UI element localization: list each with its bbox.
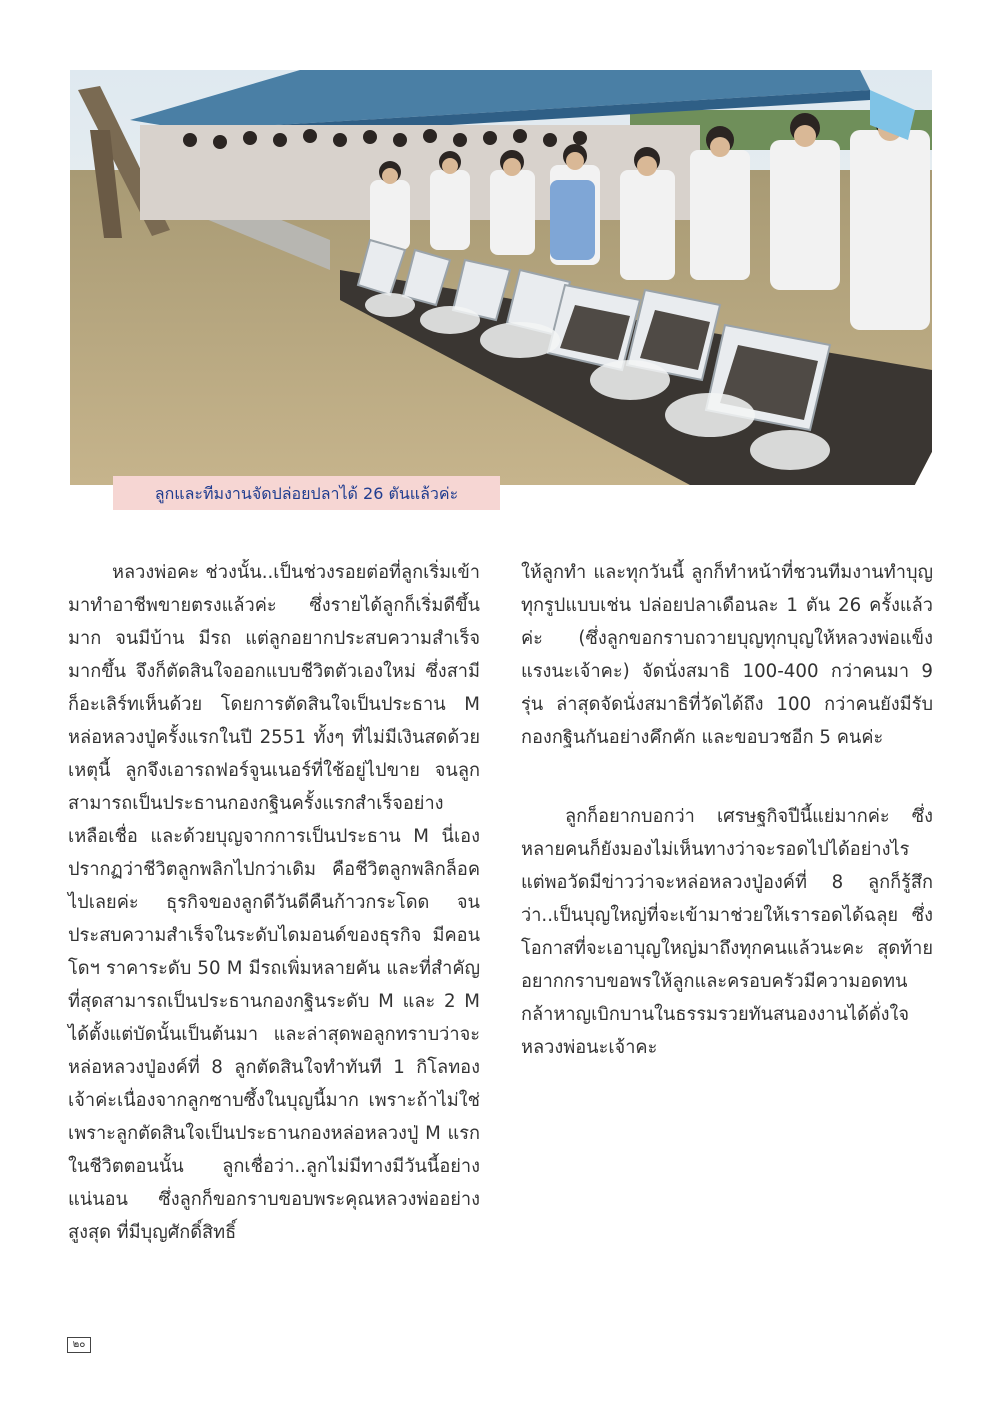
fish-release-photo-illustration — [70, 70, 932, 485]
page-number: ๒๐ — [67, 1337, 91, 1353]
photo-caption-box — [113, 476, 500, 510]
event-photo — [70, 70, 932, 485]
paragraph-spacer — [521, 754, 933, 800]
right-paragraph-1: ให้ลูกทำ และทุกวันนี้ ลูกก็ทำหน้าที่ชวนทีมงานทำบุญทุกรูปแบบเช่น ปล่อยปลาเดือนละ 1 ตัน 26 ครั้งแล้วค่ะ (ซึ่งลูกขอกราบถวายบุญทุกบุญให้หลวงพ่อแข็งแรงนะเจ้าคะ) จัดนั่งสมาธิ 100-400 กว่าคนมา 9 รุ่น ล่าสุดจัดนั่งสมาธิที่วัดได้ถึง 100 กว่าคนยังมีรับกองกฐินกันอย่างคึกคัก และขอบวชอีก 5 คนค่ะ — [521, 562, 933, 748]
photo-caption: ลูกและทีมงานจัดปล่อยปลาได้ 26 ตันแล้วค่ะ — [154, 484, 459, 503]
left-text-column — [68, 556, 480, 1249]
left-paragraph-1: หลวงพ่อคะ ช่วงนั้น..เป็นช่วงรอยต่อที่ลูกเริ่มเข้ามาทำอาชีพขายตรงแล้วค่ะ ซึ่งรายได้ลูกก็เริ่มดีขึ้นมาก จนมีบ้าน มีรถ แต่ลูกอยากประสบความสำเร็จมากขึ้น จึงก็ตัดสินใจออกแบบชีวิตตัวเองใหม่ ซึ่งสามีก็อะเลิร์ทเห็นด้วย โดยการตัดสินใจเป็นประธาน M หล่อหลวงปู่ครั้งแรกในปี 2551 ทั้งๆ ที่ไม่มีเงินสดด้วยเหตุนี้ ลูกจึงเอารถฟอร์จูนเนอร์ที่ใช้อยู่ไปขาย จนลูกสามารถเป็นประธานกองกฐินครั้งแรกสำเร็จอย่างเหลือเชื่อ และด้วยบุญจากการเป็นประธาน M นี่เอง ปรากฏว่าชีวิตลูกพลิกไปกว่าเดิม คือชีวิตลูกพลิกล็อคไปเลยค่ะ ธุรกิจของลูกดีวันดีคืนก้าวกระโดด จนประสบความสำเร็จในระดับไดมอนด์ของธุรกิจ มีคอนโดฯ ราคาระดับ 50 M มีรถเพิ่มหลายคัน และที่สำคัญที่สุดสามารถเป็นประธานกองกฐินระดับ M และ 2 M ได้ตั้งแต่บัดนั้นเป็นต้นมา และล่าสุดพอลูกทราบว่าจะหล่อหลวงปู่องค์ที่ 8 ลูกตัดสินใจทำทันที 1 กิโลทองเจ้าค่ะเนื่องจากลูกซาบซึ้งในบุญนี้มาก เพราะถ้าไม่ใช่เพราะลูกตัดสินใจเป็นประธานกองหล่อหลวงปู่ M แรกในชีวิตตอนนั้น ลูกเชื่อว่า..ลูกไม่มีทางมีวันนี้อย่างแน่นอน ซึ่งลูกก็ขอกราบขอบพระคุณหลวงพ่ออย่างสูงสุด ที่มีบุญศักดิ์สิทธิ์ — [68, 562, 480, 1243]
right-text-column — [521, 556, 933, 1064]
right-paragraph-2: ลูกก็อยากบอกว่า เศรษฐกิจปีนี้แย่มากค่ะ ซึ่งหลายคนก็ยังมองไม่เห็นทางว่าจะรอดไปได้อย่างไร แต่พอวัดมีข่าวว่าจะหล่อหลวงปู่องค์ที่ 8 ลูกก็รู้สึกว่า..เป็นบุญใหญ่ที่จะเข้ามาช่วยให้เรารอดได้ฉลุย ซึ่งโอกาสที่จะเอาบุญใหญ่มาถึงทุกคนแล้วนะคะ สุดท้ายอยากกราบขอพรให้ลูกและครอบครัวมีความอดทน กล้าหาญเบิกบานในธรรมรวยทันสนองงานได้ดั่งใจหลวงพ่อนะเจ้าคะ — [521, 806, 933, 1058]
